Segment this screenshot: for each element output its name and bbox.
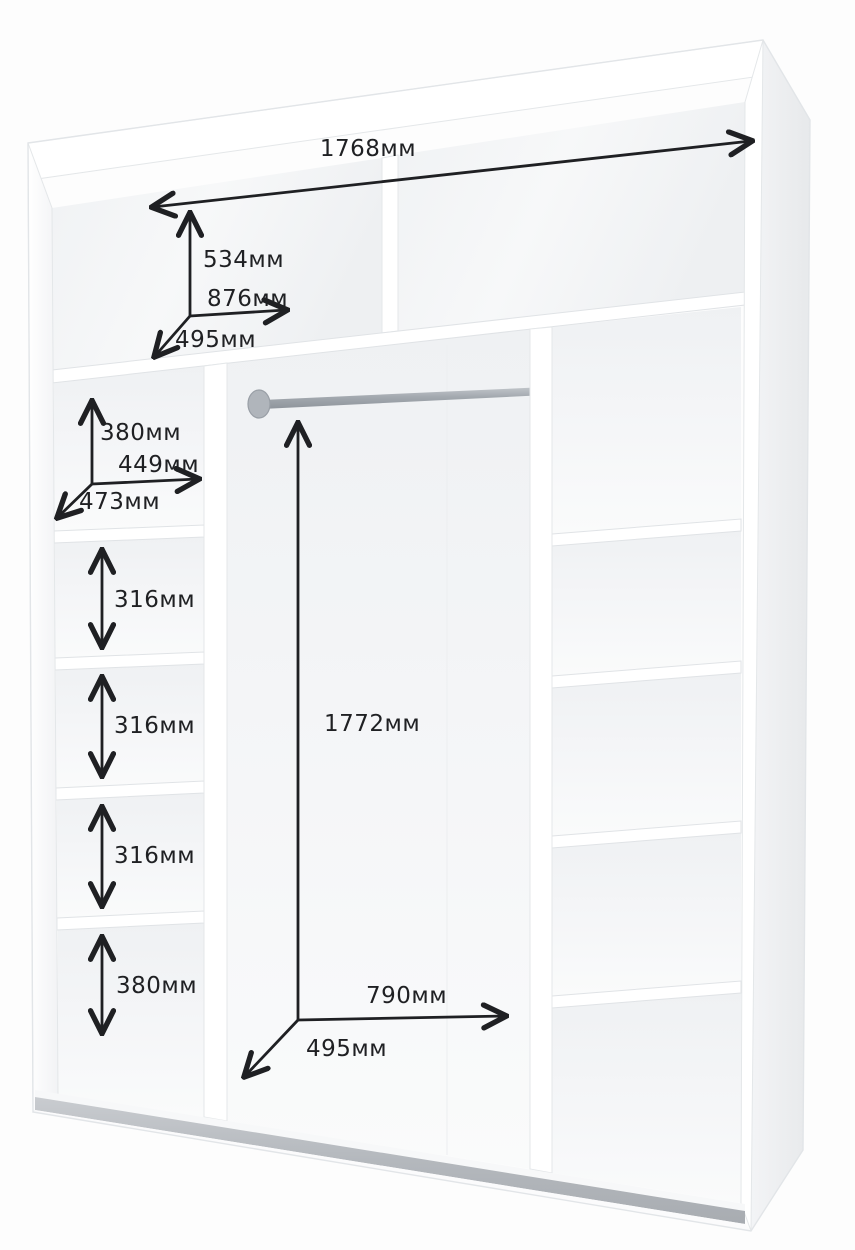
top-cell-right — [398, 102, 745, 331]
dimension-label-cell-width: 449мм — [118, 452, 200, 478]
dimension-label-top-height: 534мм — [203, 247, 285, 273]
right-cell-3 — [552, 673, 741, 836]
dimension-label-shelf-2: 316мм — [114, 713, 196, 739]
divider-right — [530, 327, 552, 1173]
dimension-label-shelf-1: 316мм — [114, 587, 196, 613]
dimension-label-hanging-depth: 495мм — [306, 1036, 388, 1062]
right-cell-5 — [552, 993, 741, 1203]
dimension-label-top-depth: 495мм — [175, 327, 257, 353]
dimension-label-cell-depth: 473мм — [79, 489, 161, 515]
right-cell-1 — [552, 307, 741, 534]
dimension-label-shelf-3: 316мм — [114, 843, 196, 869]
dimension-label-shelf-4: 380мм — [116, 973, 198, 999]
dimension-label-overall-width: 1768мм — [319, 136, 417, 162]
divider-left — [204, 363, 227, 1121]
dimension-label-cell-height: 380мм — [100, 420, 182, 446]
dimension-label-hanging-width: 790мм — [366, 983, 448, 1009]
dimension-label-top-width: 876мм — [207, 286, 289, 312]
rod-mount-flange — [248, 390, 270, 418]
right-cell-2 — [552, 531, 741, 676]
left-cell-5 — [58, 923, 204, 1117]
right-cell-4 — [552, 833, 741, 996]
dimension-label-hanging-height: 1772мм — [324, 711, 421, 737]
